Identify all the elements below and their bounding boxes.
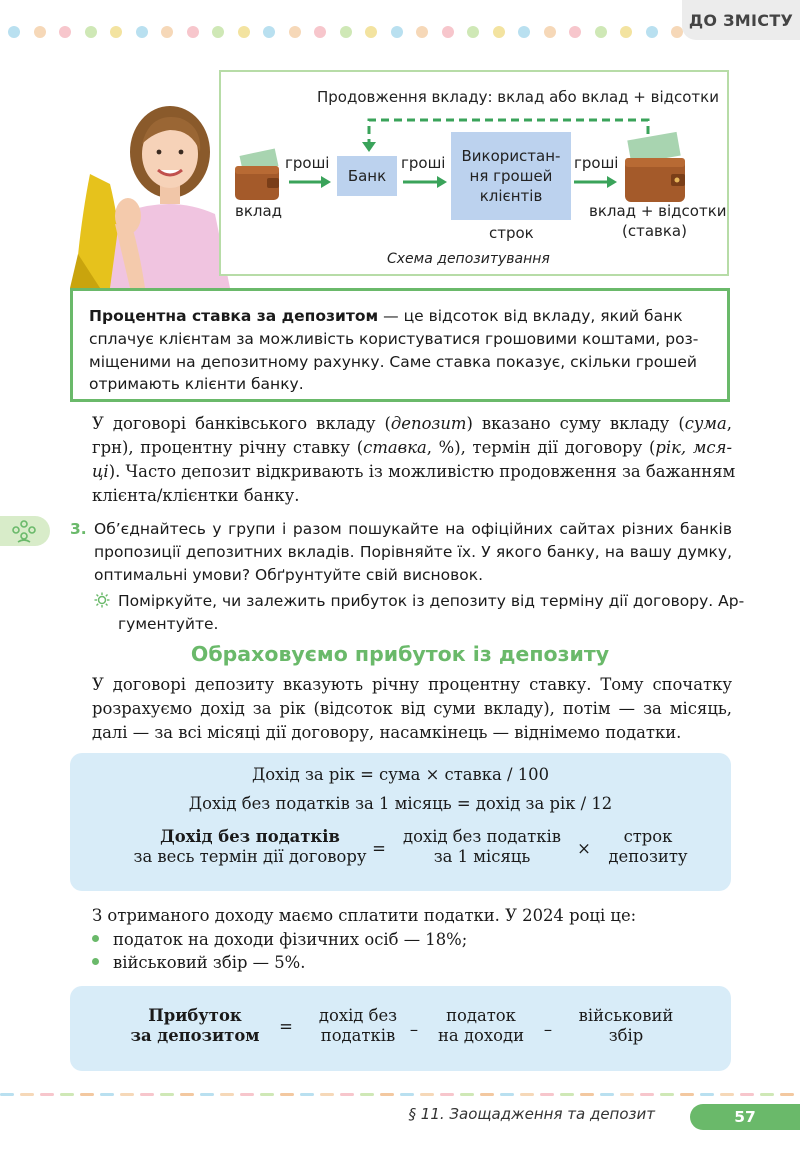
sub-task-line-2: гументуйте. [118, 615, 219, 633]
decorative-dot [212, 26, 224, 38]
formula-term2-line2: депозиту [608, 847, 688, 866]
decorative-dash [140, 1093, 154, 1096]
decorative-dot [34, 26, 46, 38]
decorative-dash [240, 1093, 254, 1096]
task-number: 3. [70, 520, 87, 538]
formula-term1-line2: за 1 місяць [433, 847, 531, 866]
decorative-dash [220, 1093, 234, 1096]
decorative-dash [740, 1093, 754, 1096]
usage-line-3: клієнтів [479, 187, 543, 206]
bullet-icon [92, 958, 99, 965]
profit-term2 [426, 1006, 536, 1045]
decorative-dash [720, 1093, 734, 1096]
profit-lhs-line2: за депозитом [130, 1026, 260, 1045]
decorative-dash [480, 1093, 494, 1096]
decorative-dash [620, 1093, 634, 1096]
decorative-dash [540, 1093, 554, 1096]
decorative-dash [20, 1093, 34, 1096]
para1-line-4: клієнта/клієнтки банку. [92, 486, 300, 505]
profit-lhs [110, 1006, 280, 1045]
decorative-dot [467, 26, 479, 38]
profit-term1-line2: податків [320, 1026, 396, 1045]
decorative-dot [136, 26, 148, 38]
decorative-dot [340, 26, 352, 38]
client-funds-usage-box [451, 132, 571, 220]
decorative-dash [560, 1093, 574, 1096]
income-formula-box [70, 753, 731, 891]
decorative-dot [365, 26, 377, 38]
decorative-dash [460, 1093, 474, 1096]
decorative-dash [80, 1093, 94, 1096]
formula-equals: = [372, 839, 386, 858]
profit-lhs-line1: Прибуток [148, 1006, 242, 1025]
decorative-dash [180, 1093, 194, 1096]
para1-line-3: ці). Часто депозит відкривають із можливістю продовження за бажанням [92, 462, 736, 481]
paragraph-calc-intro [92, 673, 732, 745]
profit-minus-1: – [409, 1020, 419, 1039]
diagram-caption: Схема депозитування [387, 251, 550, 267]
decorative-dash [200, 1093, 214, 1096]
decorative-dash [500, 1093, 514, 1096]
decorative-dot [85, 26, 97, 38]
decorative-dot [391, 26, 403, 38]
decorative-dot [238, 26, 250, 38]
decorative-dash [400, 1093, 414, 1096]
tax-item-income: податок на доходи фізичних осіб — 18%; [92, 928, 467, 952]
formula-term2 [598, 827, 698, 866]
formula-monthly-income: Дохід без податків за 1 місяць = дохід за рік / 12 [188, 794, 613, 813]
bank-label: Банк [347, 166, 387, 185]
task-line-2: пропозиції депозитних вкладів. Порівняйте їх. У якого банку, на вашу думку, [94, 543, 732, 561]
diagram-top-label: Продовження вкладу: вклад або вклад + відсотки [317, 88, 719, 106]
wallet-icon-right [625, 132, 685, 202]
para2-line-2: розрахуємо дохід за рік (відсоток від суми вкладу), потім — за місяць, [92, 699, 732, 718]
taxes-intro: З отриманого доходу маємо сплатити податки. У 2024 році це: [92, 906, 637, 925]
decorative-dash [700, 1093, 714, 1096]
decorative-dash [420, 1093, 434, 1096]
decorative-dot [544, 26, 556, 38]
sub-task-text [118, 590, 745, 636]
decorative-dot [187, 26, 199, 38]
decorative-dash [440, 1093, 454, 1096]
decorative-dash [380, 1093, 394, 1096]
formula-term1-line1: дохід без податків [403, 827, 561, 846]
decorative-dot [620, 26, 632, 38]
decorative-dash [120, 1093, 134, 1096]
decorative-dash [780, 1093, 794, 1096]
formula-lhs-bold: Дохід без податків [160, 827, 340, 846]
toc-link-button[interactable] [682, 0, 800, 40]
decorative-dash [160, 1093, 174, 1096]
task-text [94, 518, 732, 587]
definition-line-4: отримають клієнти банку. [89, 375, 304, 394]
decorative-dash [360, 1093, 374, 1096]
decorative-dot [493, 26, 505, 38]
decorative-dash [280, 1093, 294, 1096]
task-line-1: Об’єднайтесь у групи і разом пошукайте на офіційних сайтах різних банків [94, 520, 732, 538]
decorative-dot [314, 26, 326, 38]
decorative-dash [320, 1093, 334, 1096]
definition-line-2: сплачує клієнтам за можливість користуватися грошовими коштами, роз- [89, 329, 699, 348]
decorative-dash [660, 1093, 674, 1096]
sub-task-line-1: Поміркуйте, чи залежить прибуток із депозиту від терміну дії договору. Ар- [118, 592, 745, 610]
profit-term1-line1: дохід без [318, 1006, 398, 1025]
profit-term2-line2: на доходи [438, 1026, 524, 1045]
rate-label: (ставка) [622, 222, 687, 240]
bank-box [337, 156, 397, 196]
formula-term1 [392, 827, 572, 866]
para2-line-1: У договорі депозиту вказують річну процентну ставку. Тому спочатку [92, 675, 732, 694]
task-line-3: оптимальні умови? Обґрунтуйте свій висновок. [94, 566, 484, 584]
bottom-decorative-dashes [0, 1093, 800, 1099]
profit-term2-line1: податок [446, 1006, 516, 1025]
decorative-dot [518, 26, 530, 38]
top-decorative-dots [8, 24, 698, 40]
toc-label: ДО ЗМІСТУ [688, 10, 794, 30]
definition-box [70, 288, 730, 402]
decorative-dot [416, 26, 428, 38]
decorative-dot [59, 26, 71, 38]
decorative-dot [289, 26, 301, 38]
bullet-icon [92, 935, 99, 942]
definition-term: Процентна ставка за депозитом [89, 307, 379, 325]
profit-formula-box [70, 986, 731, 1071]
definition-line-3: міщеними на депозитному рахунку. Саме ставка показує, скільки грошей [89, 352, 697, 371]
deposit-interest-label: вклад + відсотки [589, 202, 727, 220]
decorative-dot [8, 26, 20, 38]
money-label-2: гроші [401, 154, 446, 172]
formula-lhs-sub: за весь термін дії договору [133, 847, 367, 866]
decorative-dash [580, 1093, 594, 1096]
footer-section-label: § 11. Заощадження та депозит [408, 1105, 655, 1123]
para1-line-2: грн), процентну річну ставку (ставка, %), термін дії договору (рік, мся- [92, 438, 732, 457]
usage-line-2: ня грошей [469, 166, 553, 185]
page-number-text: 57 [734, 1108, 756, 1126]
page-number [690, 1104, 800, 1130]
decorative-dot [595, 26, 607, 38]
decorative-dot [646, 26, 658, 38]
decorative-dash [100, 1093, 114, 1096]
paragraph-deposit-contract [92, 412, 736, 508]
decorative-dash [0, 1093, 14, 1096]
section-title: Обраховуємо прибуток із депозиту [190, 642, 610, 666]
decorative-dash [340, 1093, 354, 1096]
formula-lhs [100, 827, 400, 866]
decorative-dot [569, 26, 581, 38]
profit-minus-2: – [543, 1020, 553, 1039]
decorative-dash [600, 1093, 614, 1096]
decorative-dash [520, 1093, 534, 1096]
decorative-dot [110, 26, 122, 38]
formula-annual-income: Дохід за рік = сума × ставка / 100 [251, 765, 550, 784]
decorative-dash [60, 1093, 74, 1096]
decorative-dash [760, 1093, 774, 1096]
para1-line-1: У договорі банківського вкладу (депозит) вказано суму вкладу (сума, [92, 414, 732, 433]
profit-term3 [566, 1006, 686, 1045]
decorative-dash [300, 1093, 314, 1096]
decorative-dot [442, 26, 454, 38]
deposit-label: вклад [235, 202, 283, 220]
wallet-icon-left [235, 148, 279, 200]
para2-line-3: далі — за всі місяці дії договору, насамкінець — віднімемо податки. [92, 723, 682, 742]
decorative-dot [263, 26, 275, 38]
formula-term2-line1: строк [623, 827, 673, 846]
decorative-dash [40, 1093, 54, 1096]
money-label-3: гроші [574, 154, 619, 172]
term-label: строк [489, 224, 534, 242]
profit-equals: = [279, 1017, 293, 1036]
profit-term3-line2: збір [608, 1026, 644, 1045]
deposit-scheme-diagram [219, 70, 729, 276]
decorative-dash [680, 1093, 694, 1096]
decorative-dash [260, 1093, 274, 1096]
lightbulb-sun-icon [94, 592, 110, 608]
definition-line-1: — це відсоток від вкладу, який банк [378, 307, 683, 325]
formula-times: × [577, 839, 591, 858]
woman-illustration [70, 104, 230, 288]
usage-line-1: Використан- [461, 146, 561, 165]
decorative-dash [640, 1093, 654, 1096]
group-work-icon [0, 516, 50, 546]
money-label-1: гроші [285, 154, 330, 172]
decorative-dot [161, 26, 173, 38]
profit-term3-line1: військовий [578, 1006, 674, 1025]
tax-item-military: військовий збір — 5%. [92, 951, 305, 975]
profit-term1 [303, 1006, 413, 1045]
